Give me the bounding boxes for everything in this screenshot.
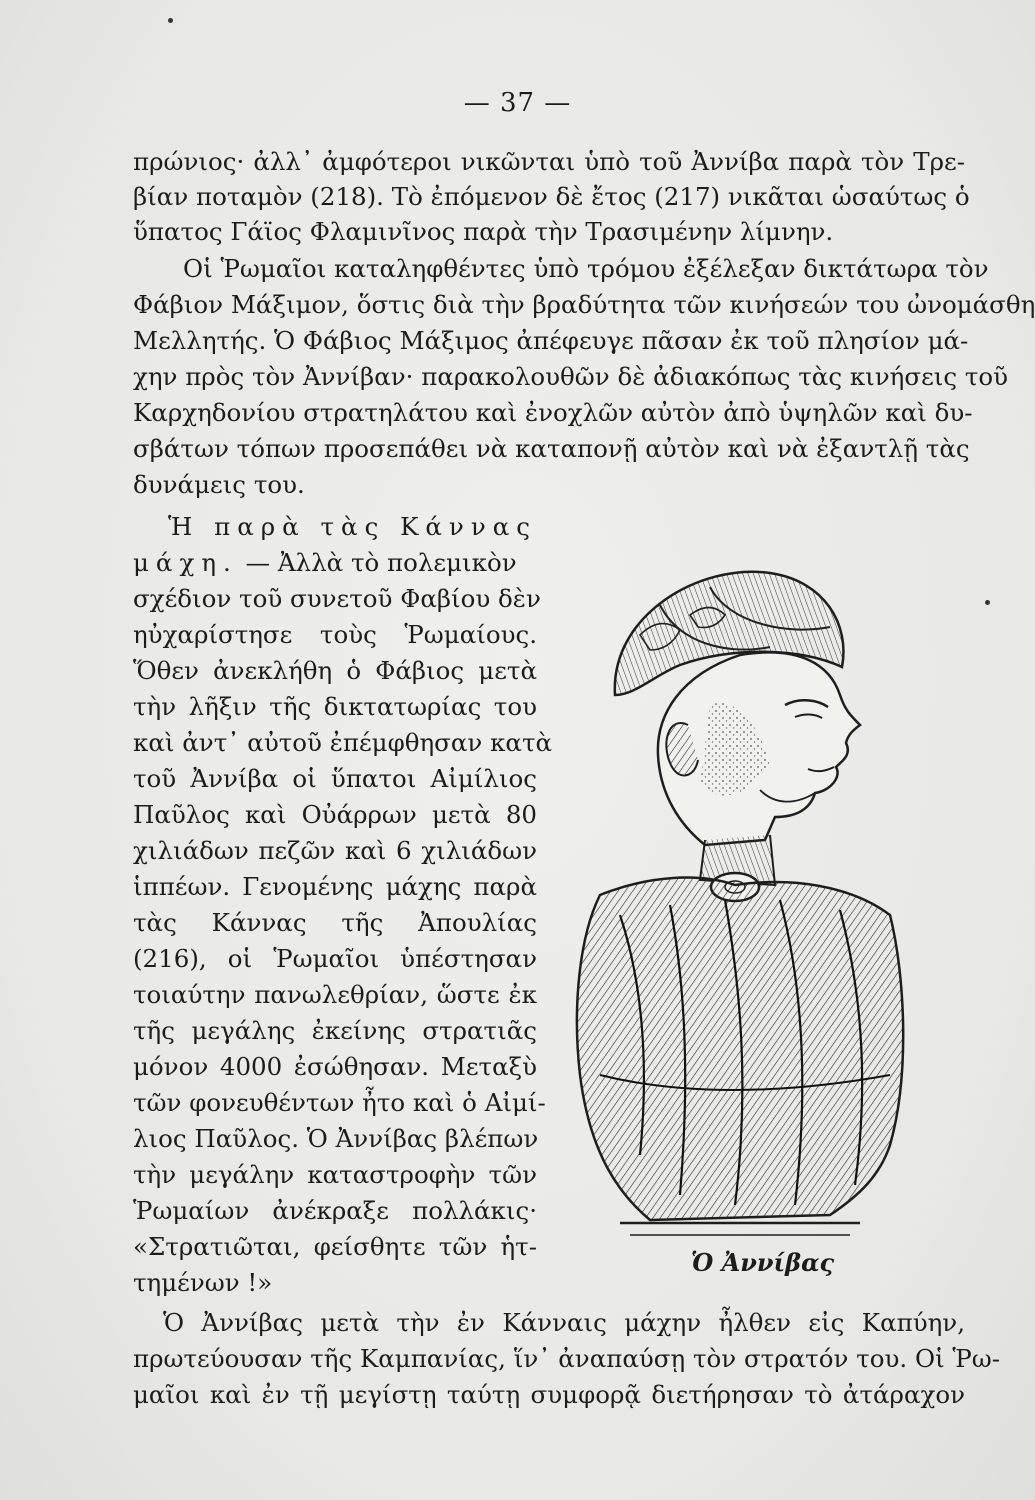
text-line: πρώνιος· ἀλλ᾽ ἀμφότεροι νικῶνται ὑπὸ τοῦ Ἀννίβα παρὰ τὸν Τρε- (133, 147, 965, 176)
text-line: τῶν φονευθέντων ἦτο καὶ ὁ Αἰμί- (133, 1088, 546, 1117)
hannibal-bust-figure (560, 555, 965, 1245)
ink-speck (168, 18, 173, 23)
text-line: τοῦ Ἀννίβα οἱ ὕπατοι Αἰμίλιος (133, 764, 537, 793)
text-line: μαῖοι καὶ ἐν τῇ μεγίστῃ ταύτῃ συμφορᾷ διετήρησαν τὸ ἀτάραχον (133, 1380, 965, 1409)
text-line: χιλιάδων πεζῶν καὶ 6 χιλιάδων (133, 836, 537, 865)
text-line: Ὁ Ἀννίβας μετὰ τὴν ἐν Κάνναις μάχην ἦλθεν εἰς Καπύην, (163, 1308, 965, 1337)
section-heading: Ἡ παρὰ τὰς Κάννας (168, 512, 537, 541)
text-fragment: — Ἀλλὰ τὸ πολεμικὸν (237, 548, 517, 577)
text-line: τὰς Κάννας τῆς Ἀπουλίας (133, 908, 537, 937)
text-line: Ὅθεν ἀνεκλήθη ὁ Φάβιος μετὰ (133, 656, 537, 685)
text-line: χην πρὸς τὸν Ἀννίβαν· παρακολουθῶν δὲ ἀδιακόπως τὰς κινήσεις τοῦ (133, 362, 1009, 391)
text-line: τὴν μεγάλην καταστροφὴν τῶν (133, 1160, 537, 1189)
text-line: μόνον 4000 ἐσώθησαν. Μεταξὺ (133, 1052, 537, 1081)
figure-caption: Ὁ Ἀννίβας (690, 1248, 835, 1277)
text-line: τὴν λῆξιν τῆς δικτατωρίας του (133, 692, 537, 721)
text-line: βίαν ποταμὸν (218). Τὸ ἐπόμενον δὲ ἔτος (217) νικᾶται ὡσαύτως ὁ (133, 182, 970, 211)
section-heading-end: μάχη. (133, 548, 238, 577)
text-line: «Στρατιῶται, φείσθητε τῶν ἡτ- (133, 1232, 537, 1261)
text-line: Καρχηδονίου στρατηλάτου καὶ ἐνοχλῶν αὐτὸν ἀπὸ ὑψηλῶν καὶ δυ- (133, 398, 973, 427)
page-number: — 37 — (463, 88, 572, 118)
text-line: δυνάμεις του. (133, 470, 305, 499)
text-line: τῆς μεγάλης ἐκείνης στρατιᾶς (133, 1016, 537, 1045)
section-heading-line (133, 548, 537, 578)
text-line: τοιαύτην πανωλεθρίαν, ὥστε ἐκ (133, 980, 537, 1009)
text-line: Μελλητής. Ὁ Φάβιος Μάξιμος ἀπέφευγε πᾶσαν ἐκ τοῦ πλησίον μά- (133, 326, 969, 355)
text-line: λιος Παῦλος. Ὁ Ἀννίβας βλέπων (133, 1124, 539, 1153)
text-line: (216), οἱ Ῥωμαῖοι ὑπέστησαν (133, 944, 537, 973)
text-line: ἱππέων. Γενομένης μάχης παρὰ (133, 872, 537, 901)
text-line: Οἱ Ῥωμαῖοι καταληφθέντες ὑπὸ τρόμου ἐξέλεξαν δικτάτωρα τὸν (183, 254, 989, 283)
text-line: Παῦλος καὶ Οὐάρρων μετὰ 80 (133, 800, 537, 829)
text-line: ηὐχαρίστησε τοὺς Ῥωμαίους. (133, 620, 537, 649)
text-line: καὶ ἀντ᾽ αὐτοῦ ἐπέμφθησαν κατὰ (133, 728, 553, 757)
text-line: πρωτεύουσαν τῆς Καμπανίας, ἵν᾽ ἀναπαύσῃ τὸν στρατόν του. Οἱ Ῥω- (133, 1344, 1001, 1373)
text-line: τημένων !» (133, 1268, 273, 1297)
ink-speck (985, 600, 990, 605)
text-line: ὕπατος Γάϊος Φλαμινῖνος παρὰ τὴν Τρασιμένην λίμνην. (133, 217, 834, 246)
text-line: Ῥωμαίων ἀνέκραξε πολλάκις· (133, 1196, 537, 1225)
text-line: Φάβιον Μάξιμον, ὅστις διὰ τὴν βραδύτητα τῶν κινήσεών του ὠνομάσθη (133, 290, 1035, 319)
hannibal-bust-icon (560, 555, 965, 1245)
text-line: σβάτων τόπων προσεπάθει νὰ καταπονῇ αὐτὸν καὶ νὰ ἐξαντλῇ τὰς (133, 434, 970, 463)
text-line: σχέδιον τοῦ συνετοῦ Φαβίου δὲν (133, 584, 541, 613)
